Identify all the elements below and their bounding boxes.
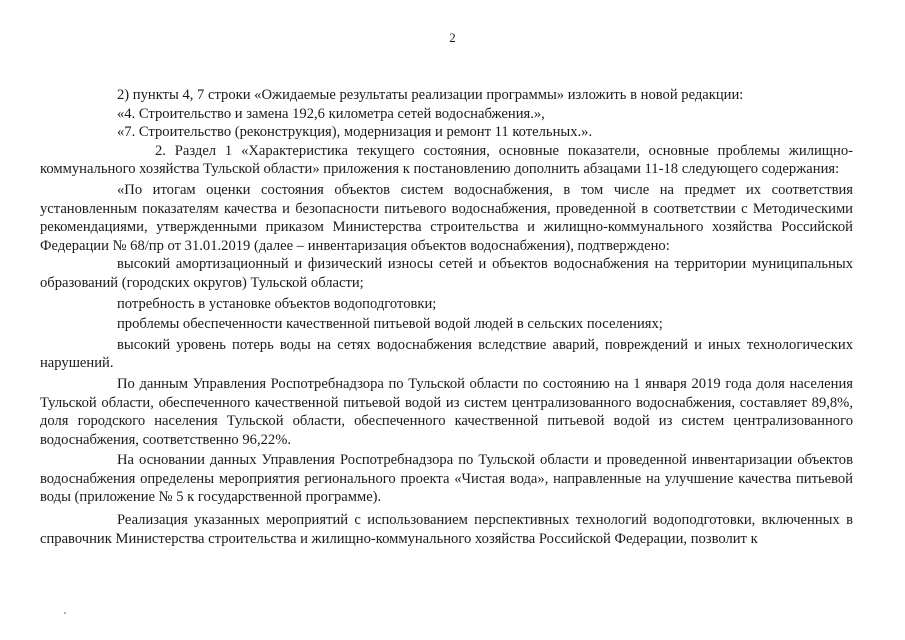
paragraph-quote-7: «7. Строительство (реконструкция), модернизация и ремонт 11 котельных.». bbox=[117, 124, 593, 141]
paragraph-rospotrebnadzor-data: По данным Управления Роспотребнадзора по Тульской области по состоянию на 1 января 2019 года доля населения Тульской области, обеспеченного качественной питьевой водой из систем централизованного водоснабжения, составляет 89,8%, доля городского населения Тульской области, обеспеченного качественной питьевой водой из систем централизованного водоснабжения, соответственно 96,22%. bbox=[40, 375, 853, 448]
paragraph-assessment: «По итогам оценки состояния объектов систем водоснабжения, в том числе на предмет их соответствия установленным показателям качества и безопасности питьевого водоснабжения, проведенной в соответствии с Методическими рекомендациями, утвержденными приказом Министерства строительства и жилищно-коммунального хозяйства Российской Федерации № 68/пр от 31.01.2019 (далее – инвентаризация объектов водоснабжения), подтверждено: bbox=[40, 181, 853, 254]
page-number: 2 bbox=[449, 30, 456, 45]
paragraph-list-item-wear: высокий амортизационный и физический износы сетей и объектов водоснабжения на территории муниципальных образований (городских округов) Тульской области; bbox=[40, 256, 853, 291]
paragraph-list-item-rural: проблемы обеспеченности качественной питьевой водой людей в сельских поселениях; bbox=[117, 316, 663, 333]
document-body bbox=[40, 86, 853, 548]
paragraph-clean-water-project: На основании данных Управления Роспотребнадзора по Тульской области и проведенной инвентаризации объектов водоснабжения определены мероприятия регионального проекта «Чистая вода», направленные на улучшение качества питьевой воды (приложение № 5 к государственной программе). bbox=[40, 452, 853, 506]
scan-speck bbox=[64, 612, 66, 614]
paragraph-list-item-losses: высокий уровень потерь воды на сетях водоснабжения вследствие аварий, повреждений и иных технологических нарушений. bbox=[40, 336, 853, 372]
paragraph-amendment-item: 2) пункты 4, 7 строки «Ожидаемые результаты реализации программы» изложить в новой редакции: bbox=[117, 87, 744, 103]
paragraph-section-2: 2. Раздел 1 «Характеристика текущего состояния, основные показатели, основные проблемы жилищно-коммунального хозяйства Тульской области» приложения к постановлению дополнить абзацами 11-18 следующего содержания: bbox=[40, 142, 853, 178]
paragraph-quote-4: «4. Строительство и замена 192,6 километра сетей водоснабжения.», bbox=[117, 105, 545, 122]
paragraph-list-item-treatment: потребность в установке объектов водоподготовки; bbox=[117, 295, 437, 312]
paragraph-implementation: Реализация указанных мероприятий с использованием перспективных технологий водоподготовки, включенных в справочник Министерства строительства и жилищно-коммунального хозяйства Российской Федерации, позволит к bbox=[40, 512, 853, 547]
